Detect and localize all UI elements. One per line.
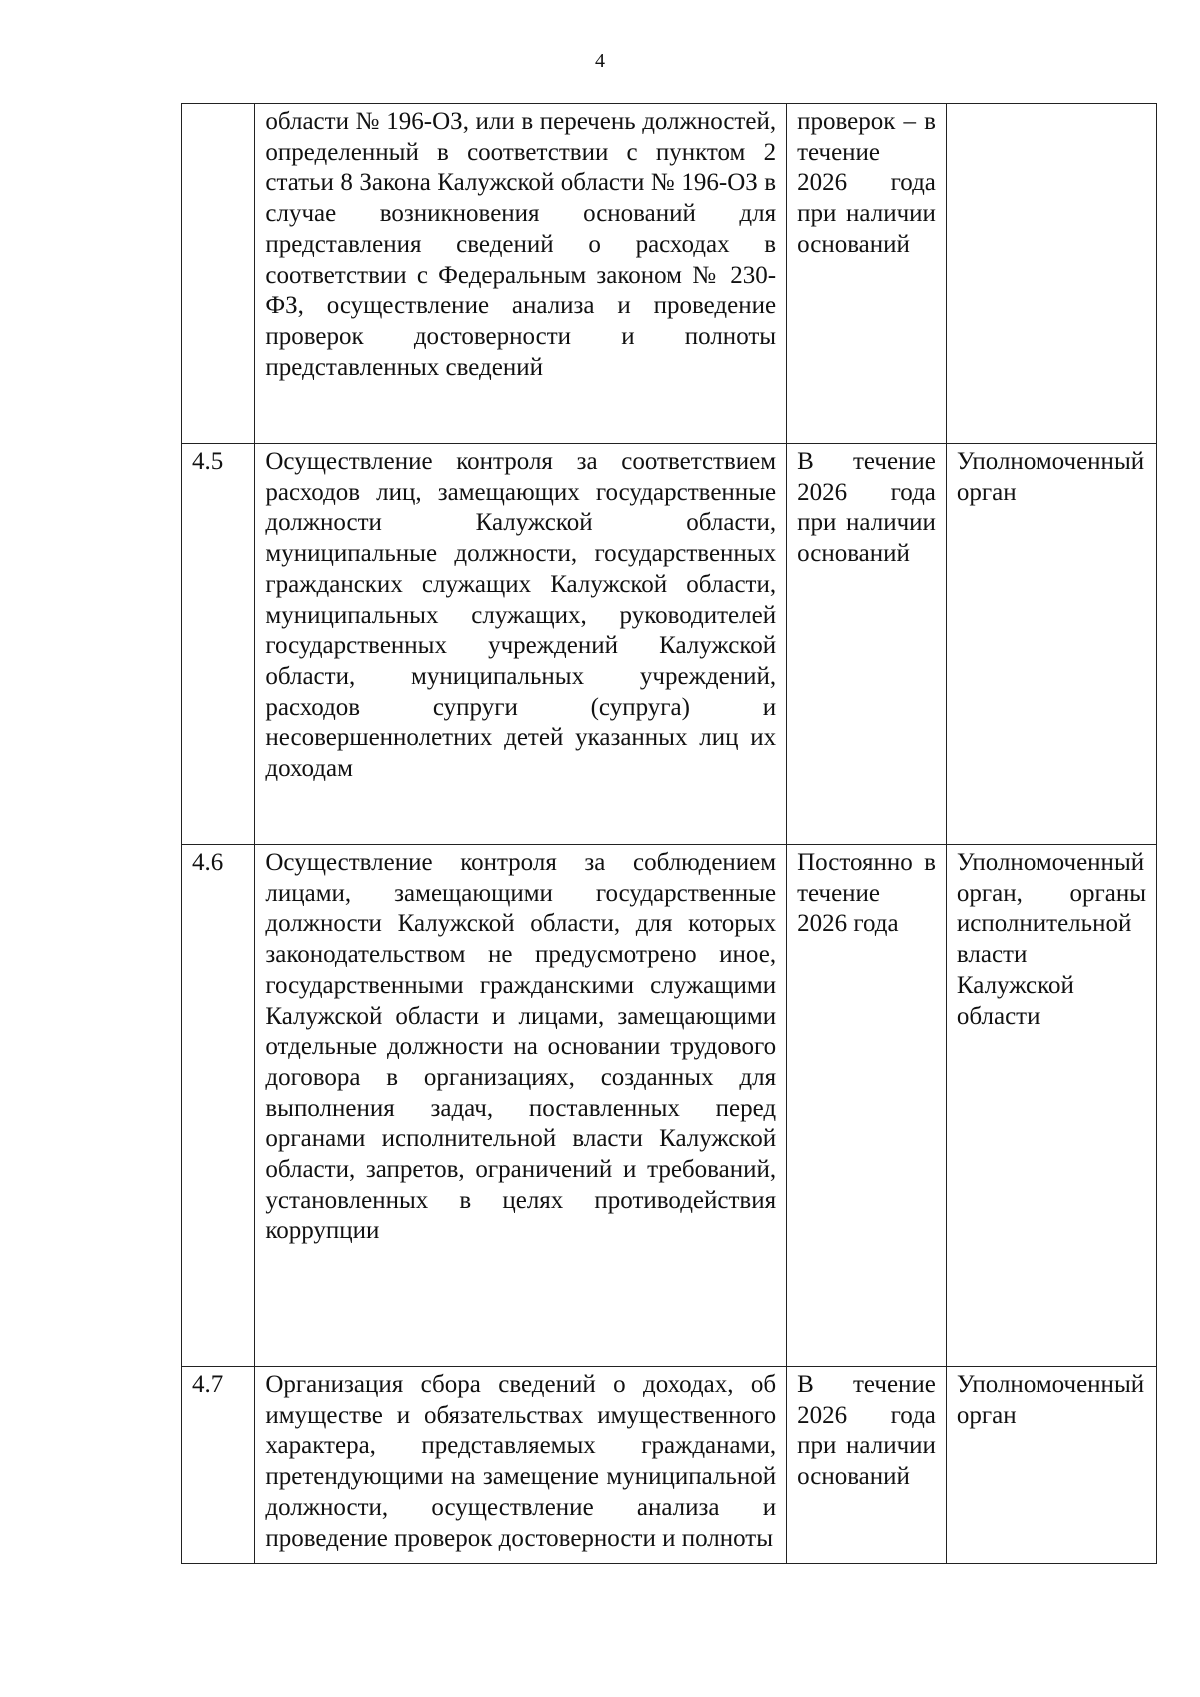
executor: Уполномоченный орган	[946, 444, 1156, 845]
row-number	[182, 104, 255, 444]
table-row	[182, 1367, 1157, 1564]
measure-description: Осуществление контроля за соблюдением лицами, замещающими государственные должности Калужской области, для которых законодательством не предусмотрено иное, государственными гражданскими служащими Калужской области и лицами, замещающими отдельные должности на основании трудового договора в организациях, созданных для выполнения задач, поставленных перед органами исполнительной власти Калужской области, запретов, ограничений и требований, установленных в целях противодействия коррупции	[255, 845, 787, 1367]
page-number: 4	[595, 50, 605, 72]
measure-description: Осуществление контроля за соответствием расходов лиц, замещающих государственные должности Калужской области, муниципальные должности, государственных гражданских служащих Калужской области, муниципальных служащих, руководителей государственных учреждений Калужской области, муниципальных учреждений, расходов супруги (супруга) и несовершеннолетних детей указанных лиц их доходам	[255, 444, 787, 845]
table-row	[182, 104, 1157, 444]
row-number: 4.5	[182, 444, 255, 845]
deadline: В течение 2026 года при наличии оснований	[787, 1367, 947, 1564]
executor	[946, 104, 1156, 444]
measures-table	[181, 103, 1157, 1564]
row-number: 4.6	[182, 845, 255, 1367]
executor: Уполномоченный орган, органы исполнительной власти Калужской области	[946, 845, 1156, 1367]
executor: Уполномоченный орган	[946, 1367, 1156, 1564]
deadline: В течение 2026 года при наличии оснований	[787, 444, 947, 845]
deadline: Постоянно в течение 2026 года	[787, 845, 947, 1367]
table-row	[182, 845, 1157, 1367]
deadline: проверок – в течение 2026 года при наличии оснований	[787, 104, 947, 444]
measure-description: Организация сбора сведений о доходах, об имуществе и обязательствах имущественного характера, представляемых гражданами, претендующими на замещение муниципальной должности, осуществление анализа и проведение проверок достоверности и полноты	[255, 1367, 787, 1564]
measure-description: области № 196-ОЗ, или в перечень должностей, определенный в соответствии с пунктом 2 статьи 8 Закона Калужской области № 196-ОЗ в случае возникновения оснований для представления сведений о расходах в соответствии с Федеральным законом № 230-ФЗ, осуществление анализа и проведение проверок достоверности и полноты представленных сведений	[255, 104, 787, 444]
row-number: 4.7	[182, 1367, 255, 1564]
table-row	[182, 444, 1157, 845]
